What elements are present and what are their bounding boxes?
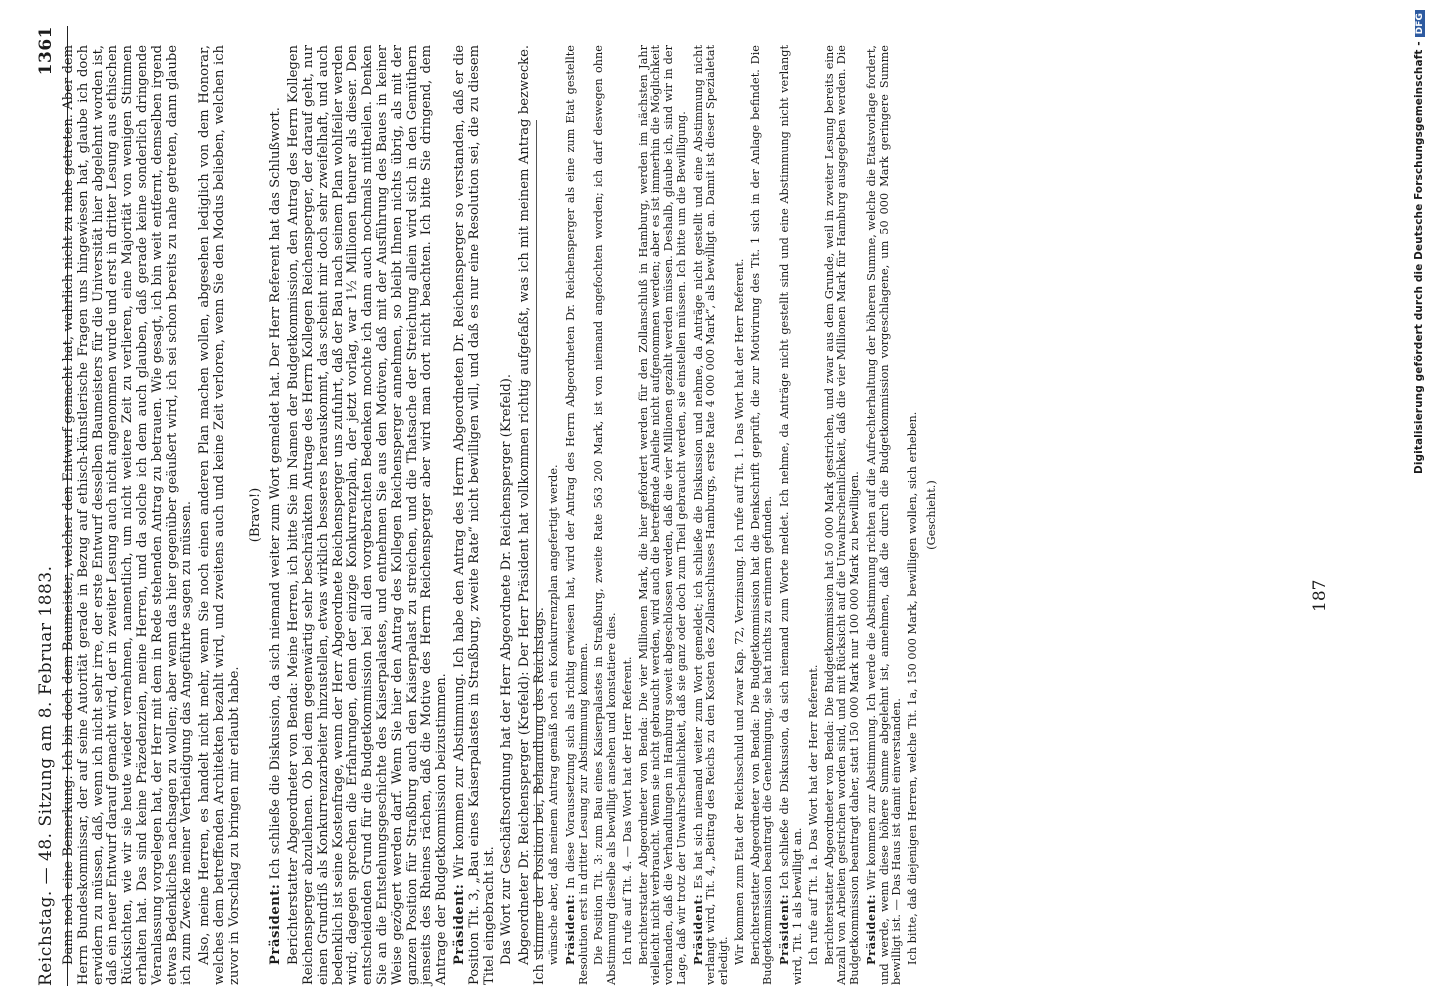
dfg-logo: DFG xyxy=(1415,10,1425,37)
right-paragraph xyxy=(808,45,821,985)
left-paragraph xyxy=(269,45,284,985)
left-paragraph xyxy=(453,45,497,985)
paragraph-text: wünsche aber, daß meinem Antrag gemäß noch ein Konkurrenzplan angefertigt werde. xyxy=(547,464,560,965)
speaker-label: Präsident: xyxy=(777,893,792,965)
paragraph-text: (Bravo!) xyxy=(247,487,263,543)
paragraph-text: (Geschieht.) xyxy=(924,480,938,550)
header-page-number: 1361 xyxy=(36,26,56,76)
left-column xyxy=(62,45,552,985)
speaker-label: Präsident: xyxy=(562,893,577,965)
left-paragraph xyxy=(518,45,548,985)
paragraph-text: Das Wort zur Geschäftsordnung hat der Herr Abgeordnete Dr. Reichensperger (Krefeld). xyxy=(499,373,515,965)
speaker-label: Präsident: xyxy=(451,883,467,965)
left-paragraph xyxy=(249,45,264,985)
paragraph-text: Wir kommen zur Abstimmung. Ich habe den Antrag des Herrn Abgeordneten Dr. Reichensperger so verstanden, daß er die Position Tit. 3, „Bau eines Kaiserpalastes in Straßburg, zweite Rate“ nicht bewilligen will, und daß es nur eine Resolution sei, die zu diesem Titel eingebracht ist. xyxy=(451,45,497,985)
paragraph-text: Abgeordneter Dr. Reichensperger (Krefeld): Der Herr Präsident hat vollkommen richtig aufgefaßt, was ich mit meinem Antrag bezwecke. Ich stimme der Position bei, Behandlung des Reichstags. xyxy=(517,45,547,985)
paragraph-text: Ich schließe die Diskussion, da sich niemand weiter zum Wort gemeldet hat. Der Herr Referent hat das Schlußwort. xyxy=(268,107,284,884)
paragraph-text: Ich bitte, daß diejenigen Herren, welche Tit. 1a, 150 000 Mark, bewilligen wollen, sich erheben. xyxy=(906,411,920,965)
right-paragraph xyxy=(778,45,805,985)
header-title: Reichstag. — 48. Sitzung am 8. Februar 1883. xyxy=(36,565,56,986)
paragraph-text: Ich rufe auf Tit. 1a. Das Wort hat der Herr Referent. xyxy=(806,664,820,965)
right-paragraph xyxy=(824,45,862,985)
paragraph-text: Ich rufe auf Tit. 4. — Das Wort hat der Herr Referent. xyxy=(620,656,634,965)
left-paragraph xyxy=(500,45,515,985)
paragraph-text: Berichterstatter Abgeordneter von Benda: Meine Herren, ich bitte Sie im Namen der Budgetkommission, den Antrag des Herrn Kollegen Reichensperger abzulehnen. Ob bei dem gegenwärtig sehr beschränkten Antrage des Herrn Kollegen Reichensperger, der darauf geht, nur einen Grundriß als Konkurrenzarbeiter hinzustellen, etwas wirklich besseres herauskommt, das scheint mir doch sehr zweifelhaft, und auch bedenklich ist seine Kostenfrage, wenn der Herr Abgeordnete Reichensperger uns zufuhrt, daß der Bau nach seinem Plan wohlfeiler werden wird; dagegen sprechen die Erfahrungen, denn der einzige Konkurrenzplan, der jetzt vorlag, war 1½ Millionen theurer als dieser. Den entscheidenden Grund für die Budgetkommission bei all den vorgebrachten Bedenken mochte ich dann auch nochmals mittheilen. Denken Sie an die Entstehungsgeschichte des Kaiserpalastes, und entnehmen Sie aus den Motiven, daß mit der Ausführung des Baues in keiner Weise gezögert werden darf. Wenn Sie hier den Antrag des Kollegen Reichensperger annehmen, so bleibt Ihnen nichts übrig, als mit der ganzen Position für Straßburg auch den Kaiserpalast zu streichen, und die Thatsache der Streichung allein wird sich in den Gemüthern jenseits des Rheines rächen, daß die Motive des Herrn Reichensperger aber wird man dort nicht beachten. Ich bitte Sie dringend, dem Antrage der Budgetkommission beizustimmen. xyxy=(286,45,450,985)
digitization-text: Digitalisierung gefördert durch die Deutsche Forschungsgemeinschaft - xyxy=(1413,41,1425,474)
paragraph-text: In diese Voraussetzung sich als richtig erwiesen hat, wird der Antrag des Herrn Abgeordneten Dr. Reichensperger als eine zum Etat gestellte Resolution erst in dritter Lesung zur Abstimmung kommen. xyxy=(563,45,590,985)
paragraph-text: Berichterstatter Abgeordneter von Benda: Die Budgetkommission hat 50 000 Mark gestrichen, und zwar aus dem Grunde, weil in zweiter Lesung bereits eine Anzahl von Arbeiten gestrichen worden sind, und mit Rücksicht auf die Unwahrscheinlichkeit, daß die vier Millionen Mark für Hamburg ausgegeben werden. Die Budgetkommission beantragt daher, statt 150 000 Mark nur 100 000 Mark zu bewilligen. xyxy=(822,45,862,985)
speaker-label: Präsident: xyxy=(863,893,878,965)
right-paragraph xyxy=(865,45,904,985)
right-paragraph xyxy=(692,45,731,985)
right-paragraph xyxy=(907,45,920,985)
right-paragraph xyxy=(734,45,747,985)
right-paragraph xyxy=(750,45,776,985)
right-column xyxy=(548,45,948,985)
paragraph-text: Dann noch eine Bemerkung: Ich bin doch dem Baumeister, welcher den Entwurf gemacht hat, wahrlich nicht zu nahe getreten. Aber dem Herrn Bundeskommissar, der auf seine Autorität gerade in Bezug auf ethisch-künstlerische Fragen uns hingewiesen hat, glaube ich doch erwidern zu müssen, daß, wenn ich nicht sehr irre, der erste Entwurf desselben Baumeisters für die Universität hier abgelehnt worden ist, daß ein neuer Entwurf darauf gemacht wird, der in zweiter Lesung auch nicht angenommen wurde und erst in dritter Lesung aus ethischen Rücksichten, wie wir sie heute wieder vernehmen, namentlich, um nicht weitere Zeit zu verlieren, eine Majorität von wenigen Stimmen erhalten hat. Das sind keine Präzedenzien, meine Herren, und da solche ich dem auch glauben, daß gerade keine sonderlich dringende Veranlassung vorgelegen hat, der Herr mit dem in Rede stehenden Antrag zu betrauen. Wie gesagt, ich bin weit entfernt, demselben irgend etwas Bedenkliches nachsagen zu wollen; aber wenn das hier gegenüber geäußert wird, ich sei schon bereits zu nahe getreten, dann glaube ich zum Zwecke meiner Vertheidigung das Angeführte sagen zu müssen. xyxy=(61,45,195,985)
speaker-label: Präsident: xyxy=(268,883,284,965)
speaker-label: Präsident: xyxy=(690,893,705,965)
left-paragraph xyxy=(287,45,450,985)
right-paragraph xyxy=(548,45,561,985)
right-paragraph xyxy=(926,45,939,985)
paragraph-text: Wir kommen zum Etat der Reichsschuld und zwar Kap. 72, Verzinsung. Ich rufe auf Tit. 1. Das Wort hat der Herr Referent. xyxy=(732,258,746,965)
paragraph-text: Es hat sich niemand weiter zum Wort gemeldet; ich schließe die Diskussion und nehme, da Anträge nicht gestellt und eine Abstimmung nicht verlangt wird, Tit. 4, „Beitrag des Reichs zu den Kosten des Zollanschlusses Hamburgs, erste Rate 4 000 000 Mark“, als bewilligt an. Damit ist dieser Spezialetat erledigt. xyxy=(691,45,731,985)
paragraph-text: Ich schließe die Diskussion, da sich niemand zum Worte meldet. Ich nehme, da Anträge nicht gestellt sind und eine Abstimmung nicht verlangt wird, Tit. 1 als bewilligt an. xyxy=(778,45,805,985)
paragraph-text: Die Position Tit. 3: zum Bau eines Kaiserpalastes in Straßburg, zweite Rate 563 200 Mark, ist von niemand angefochten worden; ich darf deswegen ohne Abstimmung dieselbe als bewilligt ansehen und konstatiere dies. xyxy=(592,45,619,985)
paragraph-text: Also, meine Herren, es handelt nicht mehr, wenn Sie noch einen anderen Plan machen wollen, abgesehen lediglich von dem Honorar, welches dem betreffenden Architekten bezahlt wird, und zweitens auch und keine Zeit verloren, wenn Sie den Modus belieben, welchen ich zuvor in Vorschlag zu bringen mir erlaubt habe. xyxy=(197,45,242,985)
paragraph-text: Wir kommen zur Abstimmung. Ich werde die Abstimmung richten auf die Aufrechterhaltung der höheren Summe, welche die Etatsvorlage fordert, und werde, wenn diese höhere Summe abgelehnt ist, annehmen, daß die durch die Budgetkommission vorgeschlagene, um 50 000 Mark geringere Summe bewilligt ist. — Das Haus ist damit einverstanden. xyxy=(864,45,904,985)
footer-page-number: 187 xyxy=(1310,579,1330,612)
right-paragraph xyxy=(593,45,619,985)
right-paragraph xyxy=(564,45,591,985)
right-paragraph xyxy=(622,45,635,985)
left-paragraph xyxy=(62,45,195,985)
left-paragraph xyxy=(198,45,242,985)
digitization-notice xyxy=(1413,10,1429,985)
column-divider xyxy=(536,120,537,960)
paragraph-text: Berichterstatter Abgeordneter von Benda: Die vier Millionen Mark, die hier gefordert werden für den Zollanschluß in Hamburg, werden im nächsten Jahr vielleicht nicht verbraucht. Wenn sie nicht gebraucht werden, wird auch die betreffende Anleihe nicht aufgenommen werden; aber es ist immerhin die Möglichkeit vorhanden, daß die Verhandlungen in Hamburg soweit abgeschlossen werden, daß die vier Millionen gezahlt werden müssen. Deshalb, glaube ich, sind wir in der Lage, daß wir trotz der Unwahrscheinlichkeit, daß sie ganz oder doch zum Theil gebraucht werden, sie einstellen müssen. Ich bitte um die Bewilligung. xyxy=(636,45,688,985)
right-paragraph xyxy=(638,45,689,985)
paragraph-text: Berichterstatter Abgeordneter von Benda: Die Budgetkommission hat die Denkschrift geprüft, die zur Motivirung des Tit. 1 sich in der Anlage befindet. Die Budgetkommission beantragt die Genehmigung, sie hat nichts zu erinnern gefunden. xyxy=(748,45,775,985)
